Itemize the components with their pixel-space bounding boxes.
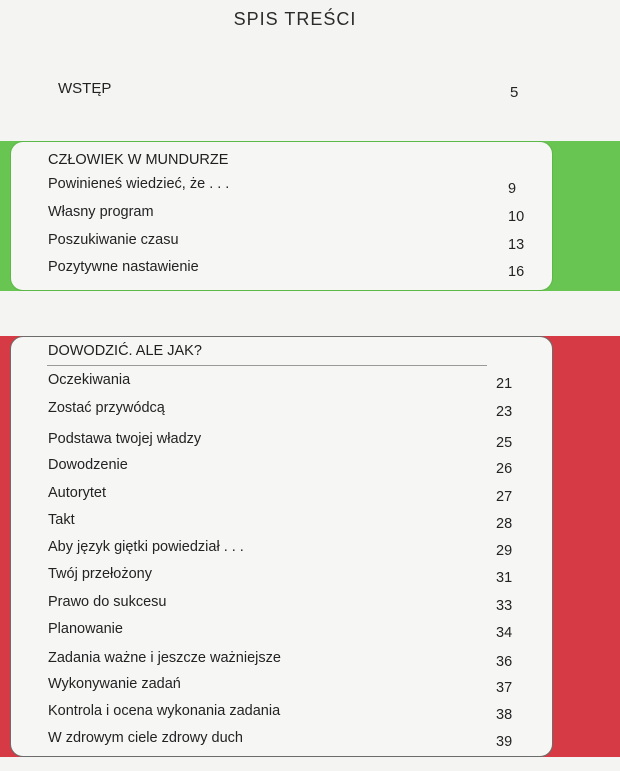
toc-entry-page: 10 bbox=[508, 209, 525, 225]
toc-entry[interactable] bbox=[48, 676, 528, 698]
toc-entry[interactable] bbox=[48, 400, 528, 422]
toc-entry[interactable] bbox=[48, 621, 528, 643]
section-title: DOWODZIĆ. ALE JAK? bbox=[48, 343, 202, 359]
toc-entry-page: 27 bbox=[496, 489, 513, 505]
toc-entry[interactable] bbox=[48, 730, 528, 752]
toc-entry-page: 23 bbox=[496, 404, 513, 420]
page-title: SPIS TREŚCI bbox=[233, 9, 357, 29]
toc-entry[interactable] bbox=[48, 372, 528, 394]
toc-entry-page: 39 bbox=[496, 734, 513, 750]
toc-entry-page: 26 bbox=[496, 461, 513, 477]
toc-entry-label: Zostać przywódcą bbox=[48, 400, 165, 416]
toc-entry-page: 28 bbox=[496, 516, 513, 532]
toc-entry-label: Poszukiwanie czasu bbox=[48, 232, 179, 248]
toc-entry-label: Aby język giętki powiedział . . . bbox=[48, 539, 244, 555]
toc-entry[interactable] bbox=[48, 650, 528, 672]
toc-section-uniform bbox=[10, 141, 553, 291]
toc-entry-page: 31 bbox=[496, 570, 513, 586]
toc-entry-label: Prawo do sukcesu bbox=[48, 594, 167, 610]
toc-entry-label: Autorytet bbox=[48, 485, 107, 501]
toc-entry-page: 36 bbox=[496, 654, 513, 670]
toc-entry-label: W zdrowym ciele zdrowy duch bbox=[48, 730, 243, 746]
toc-entry-page: 38 bbox=[496, 707, 513, 723]
toc-entry[interactable] bbox=[48, 431, 528, 453]
toc-entry[interactable] bbox=[48, 204, 528, 226]
toc-entry-page: 16 bbox=[508, 264, 525, 280]
toc-entry[interactable] bbox=[48, 259, 528, 281]
toc-entry[interactable] bbox=[48, 594, 528, 616]
toc-entry[interactable] bbox=[48, 176, 528, 198]
toc-entry-label: Zadania ważne i jeszcze ważniejsze bbox=[48, 650, 281, 666]
toc-section-leadership bbox=[10, 336, 553, 757]
toc-entry-page: 34 bbox=[496, 625, 513, 641]
toc-entry-label: WSTĘP bbox=[58, 80, 112, 97]
toc-entry-page: 9 bbox=[508, 181, 517, 197]
toc-entry-page: 29 bbox=[496, 543, 513, 559]
toc-entry-label: Dowodzenie bbox=[48, 457, 128, 473]
toc-entry[interactable] bbox=[48, 703, 528, 725]
toc-entry-label: Takt bbox=[48, 512, 75, 528]
toc-entry-page: 21 bbox=[496, 376, 513, 392]
toc-entry-label: Powinieneś wiedzieć, że . . . bbox=[48, 176, 230, 192]
toc-entry-page: 13 bbox=[508, 237, 525, 253]
toc-entry-label: Własny program bbox=[48, 204, 154, 220]
toc-entry-label: Wykonywanie zadań bbox=[48, 676, 181, 692]
toc-entry-page: 33 bbox=[496, 598, 513, 614]
toc-entry[interactable] bbox=[48, 457, 528, 479]
toc-entry-label: Planowanie bbox=[48, 621, 123, 637]
toc-entry-label: Twój przełożony bbox=[48, 566, 152, 582]
toc-entry-label: Kontrola i ocena wykonania zadania bbox=[48, 703, 281, 719]
toc-entry[interactable] bbox=[48, 232, 528, 254]
toc-entry-intro[interactable] bbox=[50, 80, 530, 104]
toc-entry-page: 37 bbox=[496, 680, 513, 696]
toc-entry[interactable] bbox=[48, 512, 528, 534]
toc-entry-label: Podstawa twojej władzy bbox=[48, 431, 202, 447]
section-title: CZŁOWIEK W MUNDURZE bbox=[48, 152, 229, 168]
toc-entry[interactable] bbox=[48, 566, 528, 588]
toc-entry-page: 5 bbox=[510, 84, 519, 101]
toc-entry-label: Oczekiwania bbox=[48, 372, 131, 388]
toc-entry[interactable] bbox=[48, 539, 528, 561]
toc-entry-page: 25 bbox=[496, 435, 513, 451]
toc-entry-label: Pozytywne nastawienie bbox=[48, 259, 199, 275]
toc-entry[interactable] bbox=[48, 485, 528, 507]
section-divider bbox=[47, 365, 487, 366]
